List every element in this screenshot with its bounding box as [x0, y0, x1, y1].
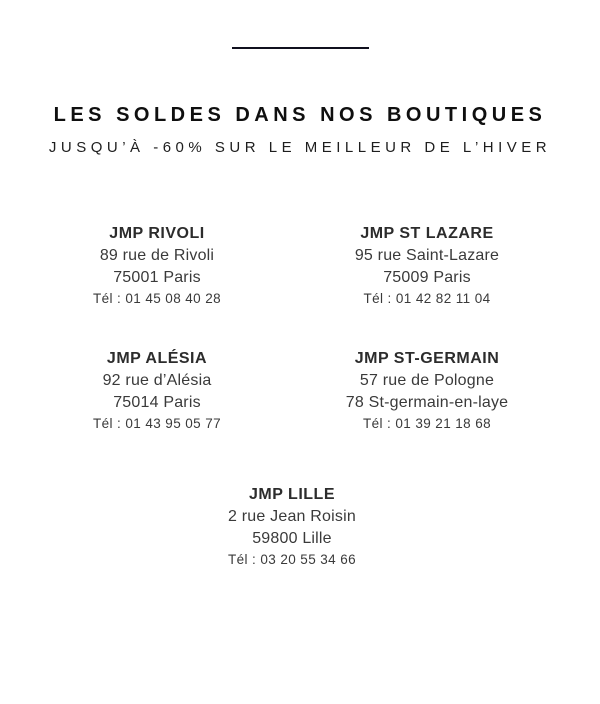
store-phone: Tél : 01 39 21 18 68: [362, 416, 492, 431]
sale-headline: LES SOLDES DANS NOS BOUTIQUES: [53, 104, 547, 126]
stores-grid: [22, 223, 562, 434]
store-address-line2: 75014 Paris: [113, 393, 201, 411]
store-phone: Tél : 01 45 08 40 28: [92, 291, 222, 306]
store-name: JMP RIVOLI: [109, 225, 205, 242]
store-name: JMP ST-GERMAIN: [354, 350, 500, 367]
store-phone: Tél : 01 43 95 05 77: [92, 416, 222, 431]
store-address-line2: 75001 Paris: [113, 268, 201, 286]
store-address-line2: 75009 Paris: [383, 268, 471, 286]
sale-subheadline: JUSQU’À -60% SUR LE MEILLEUR DE L’HIVER: [48, 139, 552, 156]
store-address-line2: 78 St-germain-en-laye: [345, 393, 509, 411]
header-divider-rule: [232, 47, 369, 49]
store-phone: Tél : 01 42 82 11 04: [363, 291, 491, 306]
store-card-st-lazare: [292, 223, 562, 309]
store-name: JMP ALÉSIA: [106, 350, 208, 367]
store-address-line1: 89 rue de Rivoli: [99, 247, 215, 264]
store-name: JMP ST LAZARE: [360, 225, 494, 242]
store-name: JMP LILLE: [249, 486, 335, 503]
store-card-lille: [22, 484, 562, 570]
store-address-line1: 92 rue d’Alésia: [102, 372, 212, 389]
store-single-row: [22, 484, 562, 570]
store-address-line1: 2 rue Jean Roisin: [228, 508, 356, 525]
store-card-alesia: [22, 348, 292, 434]
store-phone: Tél : 03 20 55 34 66: [227, 552, 357, 567]
store-card-st-germain: [292, 348, 562, 434]
store-address-line1: 57 rue de Pologne: [359, 372, 495, 389]
store-address-line2: 59800 Lille: [252, 529, 332, 547]
store-address-line1: 95 rue Saint-Lazare: [354, 247, 500, 264]
store-card-rivoli: [22, 223, 292, 309]
